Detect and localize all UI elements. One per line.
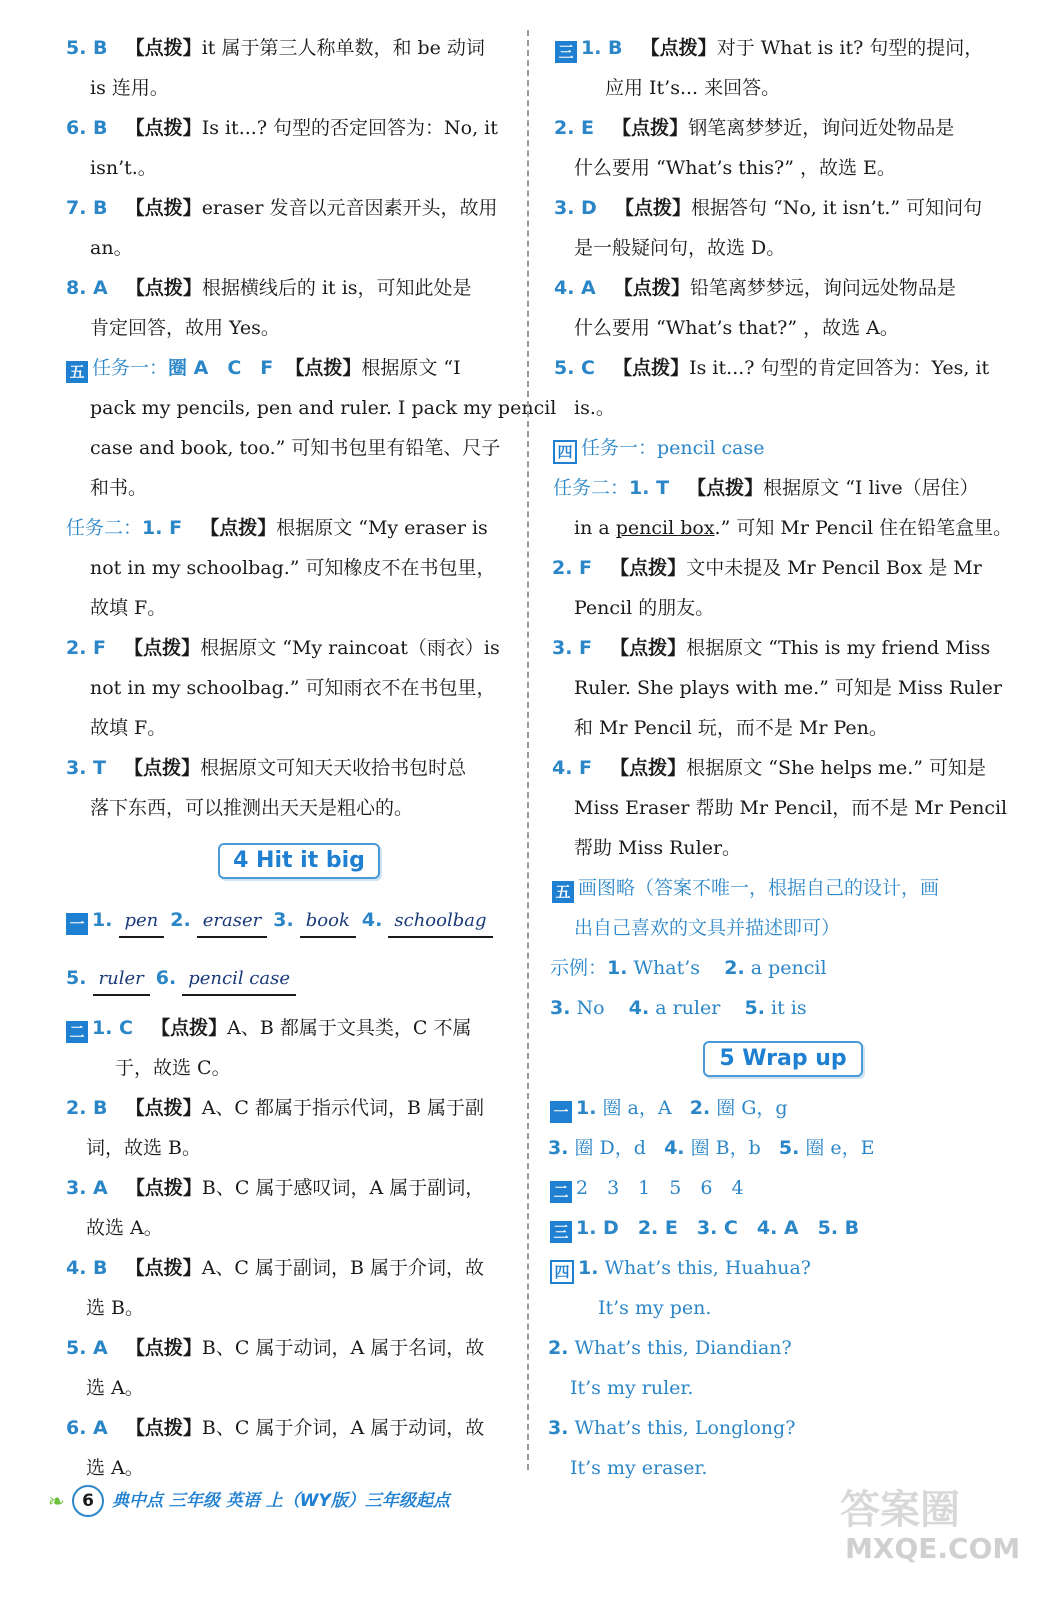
unit-title: 4 Hit it big bbox=[218, 843, 380, 879]
section-badge: 五 bbox=[66, 361, 88, 383]
answer-line: 5. A 【点拨】B、C 属于动词，A 属于名词，故 bbox=[66, 1337, 485, 1359]
answer-line: 故填 F。 bbox=[90, 597, 167, 619]
answer-line: 5. B 【点拨】it 属于第三人称单数，和 be 动词 bbox=[66, 37, 485, 59]
answer-line: an。 bbox=[90, 237, 133, 259]
handwritten-answer: ruler bbox=[93, 964, 150, 996]
section-badge: 二 bbox=[550, 1181, 572, 1203]
section-five: 五 任务一：圈 A C F 【点拨】根据原文 “I bbox=[66, 355, 461, 383]
answer-line: 2. F 【点拨】根据原文 “My raincoat（雨衣）is bbox=[66, 637, 500, 659]
answer-line: 5. ruler 6. pencil case bbox=[66, 963, 302, 996]
section-one: 一 1. pen 2. eraser 3. book 4. schoolbag bbox=[66, 905, 499, 938]
answer-line: 3. 圈 D，d 4. 圈 B，b 5. 圈 e，E bbox=[548, 1137, 875, 1159]
answer-line: isn’t.。 bbox=[90, 157, 157, 179]
answer-line: 3. T 【点拨】根据原文可知天天收拾书包时总 bbox=[66, 757, 467, 779]
answer-line: 4. F 【点拨】根据原文 “She helps me.” 可知是 bbox=[552, 757, 987, 779]
answer-line: 词，故选 B。 bbox=[86, 1137, 202, 1159]
answer-line: Ruler. She plays with me.” 可知是 Miss Ruler bbox=[574, 677, 1002, 699]
wrap-section-one: 一 1. 圈 a，A 2. 圈 G，g bbox=[550, 1095, 788, 1123]
section-badge: 二 bbox=[66, 1021, 88, 1043]
section-three: 三 1. B 【点拨】对于 What is it? 句型的提问， bbox=[555, 35, 983, 63]
answer-line: 4. B 【点拨】A、C 属于副词，B 属于介词，故 bbox=[66, 1257, 484, 1279]
section-four: 四 任务一：pencil case bbox=[553, 435, 764, 464]
answer-line: pack my pencils, pen and ruler. I pack my pencil bbox=[90, 397, 557, 419]
column-divider bbox=[527, 30, 529, 1470]
section-badge: 一 bbox=[66, 913, 88, 935]
unit-title: 5 Wrap up bbox=[703, 1041, 863, 1077]
handwritten-answer: book bbox=[300, 906, 356, 938]
answer-line: 3. F 【点拨】根据原文 “This is my friend Miss bbox=[552, 637, 991, 659]
answer-line: is.。 bbox=[574, 397, 615, 419]
answer-line: case and book, too.” 可知书包里有铅笔、尺子 bbox=[90, 437, 501, 459]
answer-line: not in my schoolbag.” 可知雨衣不在书包里， bbox=[90, 677, 496, 699]
answer-line: 2. B 【点拨】A、C 都属于指示代词，B 属于副 bbox=[66, 1097, 484, 1119]
wrap-section-four: 四 1. What’s this, Huahua? bbox=[550, 1255, 811, 1284]
answer-line: 应用 It’s... 来回答。 bbox=[605, 77, 781, 99]
answer-line: Miss Eraser 帮助 Mr Pencil，而不是 Mr Pencil bbox=[574, 797, 1008, 819]
answer-line: 6. B 【点拨】Is it...? 句型的否定回答为：No, it bbox=[66, 117, 498, 139]
handwritten-answer: eraser bbox=[197, 906, 267, 938]
page-number: 6 bbox=[72, 1485, 104, 1517]
wrap-section-three: 三 1. D 2. E 3. C 4. A 5. B bbox=[550, 1215, 859, 1243]
answer-line: Pencil 的朋友。 bbox=[574, 597, 715, 619]
section-five: 五 画图略（答案不唯一，根据自己的设计，画 bbox=[552, 875, 939, 903]
answer-line: in a pencil box.” 可知 Mr Pencil 住在铅笔盒里。 bbox=[574, 517, 1013, 539]
section-badge: 四 bbox=[550, 1260, 574, 1284]
answer-line: 3. No 4. a ruler 5. it is bbox=[550, 997, 807, 1019]
answer-line: 什么要用 “What’s that?” ，故选 A。 bbox=[574, 317, 899, 339]
answer-line: 选 A。 bbox=[86, 1457, 144, 1479]
answer-line: not in my schoolbag.” 可知橡皮不在书包里， bbox=[90, 557, 496, 579]
handwritten-answer: schoolbag bbox=[388, 906, 492, 938]
wrap-section-two: 二 2 3 1 5 6 4 bbox=[550, 1175, 744, 1203]
answer-line: 什么要用 “What’s this?” ，故选 E。 bbox=[574, 157, 896, 179]
section-badge: 一 bbox=[550, 1101, 572, 1123]
answer-line: 肯定回答，故用 Yes。 bbox=[90, 317, 280, 339]
answer-line: 2. F 【点拨】文中未提及 Mr Pencil Box 是 Mr bbox=[552, 557, 982, 579]
answer-line: 于，故选 C。 bbox=[115, 1057, 231, 1079]
watermark-logo: 答案圈 bbox=[840, 1487, 960, 1533]
answer-line: 故选 A。 bbox=[86, 1217, 163, 1239]
answer-line: 2. What’s this, Diandian? bbox=[548, 1337, 792, 1359]
section-badge: 三 bbox=[550, 1221, 572, 1243]
answer-line: is 连用。 bbox=[90, 77, 169, 99]
answer-line: It’s my pen. bbox=[598, 1297, 712, 1319]
answer-line: 3. D 【点拨】根据答句 “No, it isn’t.” 可知问句 bbox=[554, 197, 983, 219]
answer-line: 7. B 【点拨】eraser 发音以元音因素开头，故用 bbox=[66, 197, 498, 219]
section-badge: 三 bbox=[555, 41, 577, 63]
answer-line: 选 B。 bbox=[86, 1297, 145, 1319]
handwritten-answer: pencil case bbox=[182, 964, 296, 996]
answer-line: 和 Mr Pencil 玩，而不是 Mr Pen。 bbox=[574, 717, 888, 739]
answer-line: 示例：1. What’s 2. a pencil bbox=[550, 957, 827, 979]
answer-line: 2. E 【点拨】钢笔离梦梦近，询问近处物品是 bbox=[554, 117, 955, 139]
answer-line: 8. A 【点拨】根据横线后的 it is，可知此处是 bbox=[66, 277, 472, 299]
leaf-icon: ❧ bbox=[48, 1489, 65, 1513]
answer-line: It’s my eraser. bbox=[570, 1457, 708, 1479]
answer-line: 4. A 【点拨】铅笔离梦梦远，询问远处物品是 bbox=[554, 277, 956, 299]
section-badge: 五 bbox=[552, 881, 574, 903]
answer-line: 3. A 【点拨】B、C 属于感叹词，A 属于副词， bbox=[66, 1177, 485, 1199]
handwritten-answer: pen bbox=[119, 906, 165, 938]
answer-line: 任务二：1. T 【点拨】根据原文 “I live（居住） bbox=[553, 477, 979, 499]
answer-line: 是一般疑问句，故选 D。 bbox=[574, 237, 786, 259]
answer-line: It’s my ruler. bbox=[570, 1377, 694, 1399]
answer-line: 故填 F。 bbox=[90, 717, 167, 739]
section-two: 二 1. C 【点拨】A、B 都属于文具类，C 不属 bbox=[66, 1015, 471, 1043]
answer-line: 6. A 【点拨】B、C 属于介词，A 属于动词，故 bbox=[66, 1417, 485, 1439]
answer-line: 选 A。 bbox=[86, 1377, 144, 1399]
answer-line: 帮助 Miss Ruler。 bbox=[574, 837, 742, 859]
watermark-url: MXQE.COM bbox=[845, 1532, 1021, 1565]
answer-line: 3. What’s this, Longlong? bbox=[548, 1417, 796, 1439]
answer-line: 落下东西，可以推测出天天是粗心的。 bbox=[90, 797, 414, 819]
book-title: 典中点 三年级 英语 上（WY版）三年级起点 bbox=[112, 1491, 450, 1511]
answer-line: 5. C 【点拨】Is it...? 句型的肯定回答为：Yes, it bbox=[554, 357, 990, 379]
answer-line: 任务二：1. F 【点拨】根据原文 “My eraser is bbox=[66, 517, 488, 539]
section-badge: 四 bbox=[553, 440, 577, 464]
answer-line: 和书。 bbox=[90, 477, 148, 499]
answer-line: 出自己喜欢的文具并描述即可） bbox=[574, 917, 841, 939]
